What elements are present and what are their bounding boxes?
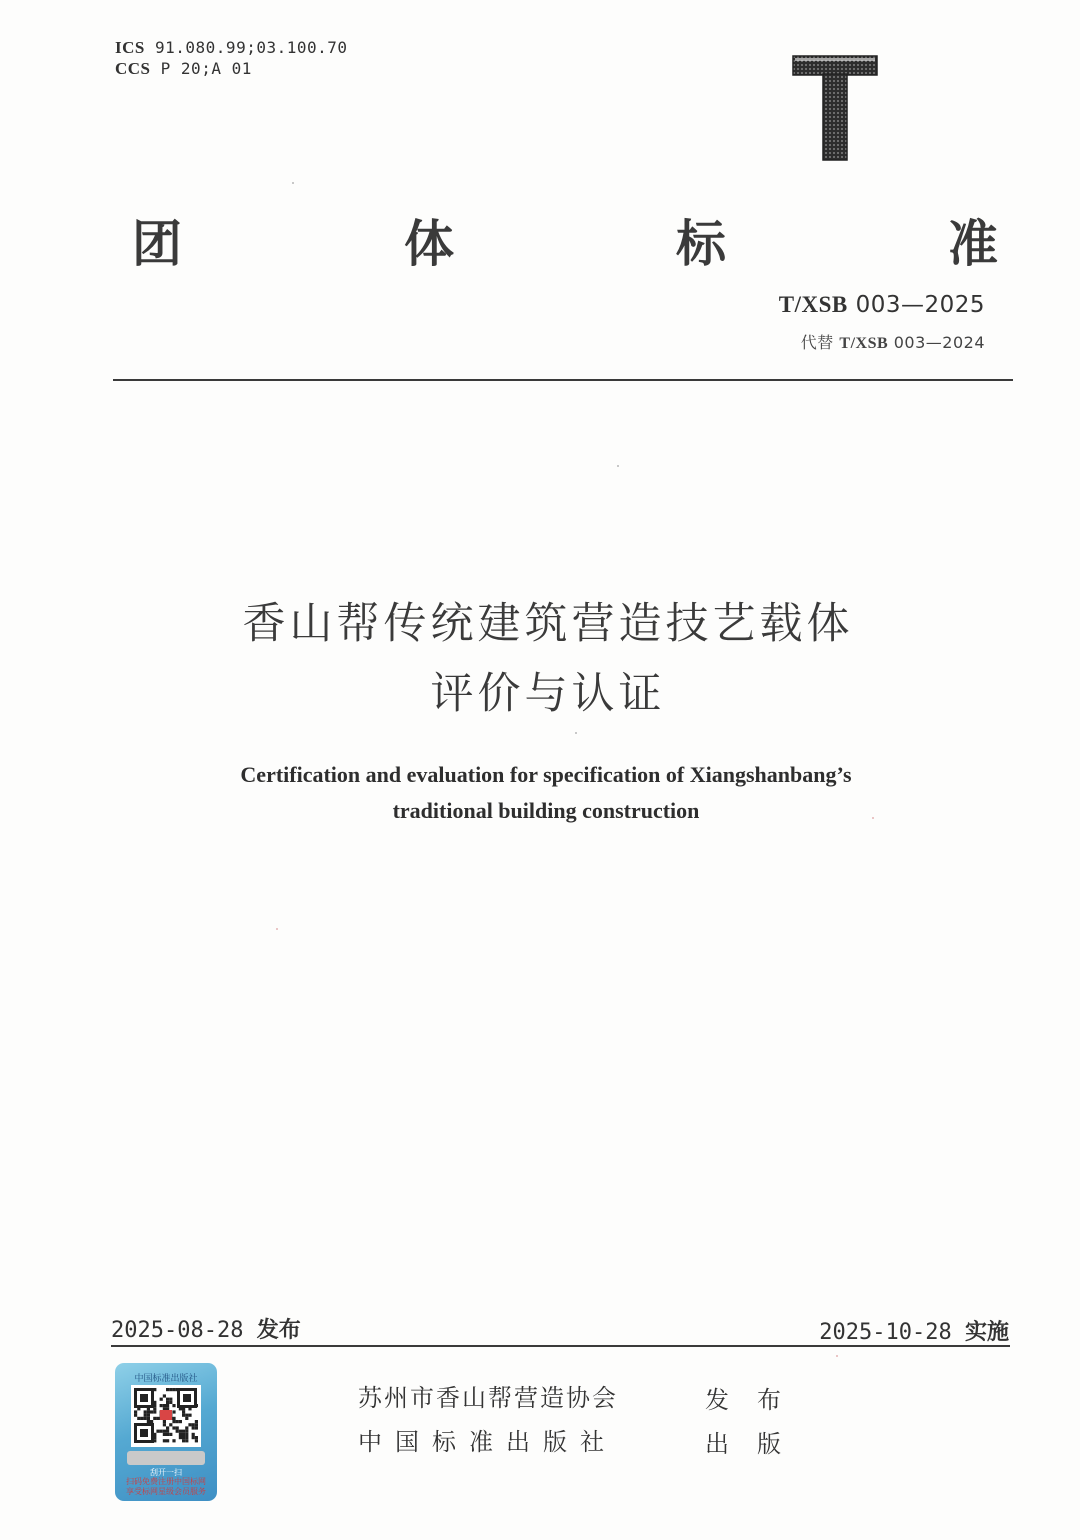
ccs-code-line (115, 58, 348, 79)
chinese-title-line-2: 评价与认证 (430, 669, 666, 719)
qr-footer-line-1: 扫码免费注册中国标网 (126, 1477, 206, 1486)
anti-counterfeit-qr-label (115, 1363, 217, 1501)
document-type-heading (132, 205, 998, 275)
issuing-role: 发布 (705, 1386, 809, 1414)
standard-prefix: T/XSB (778, 292, 848, 317)
issuing-organization: 苏州市香山帮营造协会 (358, 1384, 618, 1412)
footer-divider (111, 1345, 1010, 1347)
english-title-line-1: Certification and evaluation for specification of Xiangshanbang’s (240, 762, 852, 787)
standard-t-logo-icon (792, 55, 878, 161)
publishing-house: 中国标准出版社 (358, 1428, 617, 1456)
publish-date (111, 1313, 301, 1344)
standard-number-value: 003—2025 (855, 292, 985, 318)
ics-label: ICS (115, 38, 145, 57)
chinese-title-line-1: 香山帮传统建筑营造技艺载体 (242, 599, 854, 649)
publish-date-value: 2025-08-28 (111, 1318, 244, 1343)
ics-code-line (115, 37, 348, 58)
english-title-line-2: traditional building construction (392, 798, 700, 823)
replaces-label: 代替 (800, 333, 834, 352)
scan-speck (872, 817, 874, 819)
qr-footer-line-2: 享受标网星级会员服务 (126, 1487, 206, 1496)
scan-speck (276, 928, 278, 930)
replaces-standard (801, 330, 985, 353)
ccs-value: P 20;A 01 (160, 59, 252, 78)
scratch-off-strip (127, 1451, 205, 1465)
scan-speck (617, 465, 619, 467)
header-divider (113, 379, 1013, 381)
standard-number (779, 292, 985, 318)
ccs-label: CCS (115, 59, 151, 78)
scan-speck (575, 732, 577, 734)
qr-code-icon (131, 1385, 201, 1447)
qr-card-scratch-text: 刮开一扫 (150, 1468, 182, 1477)
qr-card-header: 中国标准出版社 (134, 1374, 198, 1384)
implement-date-value: 2025-10-28 (819, 1320, 952, 1345)
publishing-role: 出版 (705, 1430, 809, 1458)
ics-value: 91.080.99;03.100.70 (155, 38, 348, 57)
implement-date-word: 实施 (964, 1320, 1009, 1345)
scan-speck (836, 1355, 838, 1357)
doc-type-char: 标 (676, 215, 726, 273)
doc-type-char: 体 (404, 215, 454, 273)
doc-type-char: 准 (948, 215, 998, 273)
qr-card-footer (119, 1477, 213, 1497)
implement-date (819, 1315, 1009, 1346)
doc-type-char: 团 (132, 215, 182, 273)
scan-speck (292, 182, 294, 184)
replaces-number: 003—2024 (893, 333, 985, 352)
publish-date-word: 发布 (256, 1318, 301, 1343)
classification-codes (115, 37, 348, 79)
replaces-prefix: T/XSB (839, 335, 889, 352)
